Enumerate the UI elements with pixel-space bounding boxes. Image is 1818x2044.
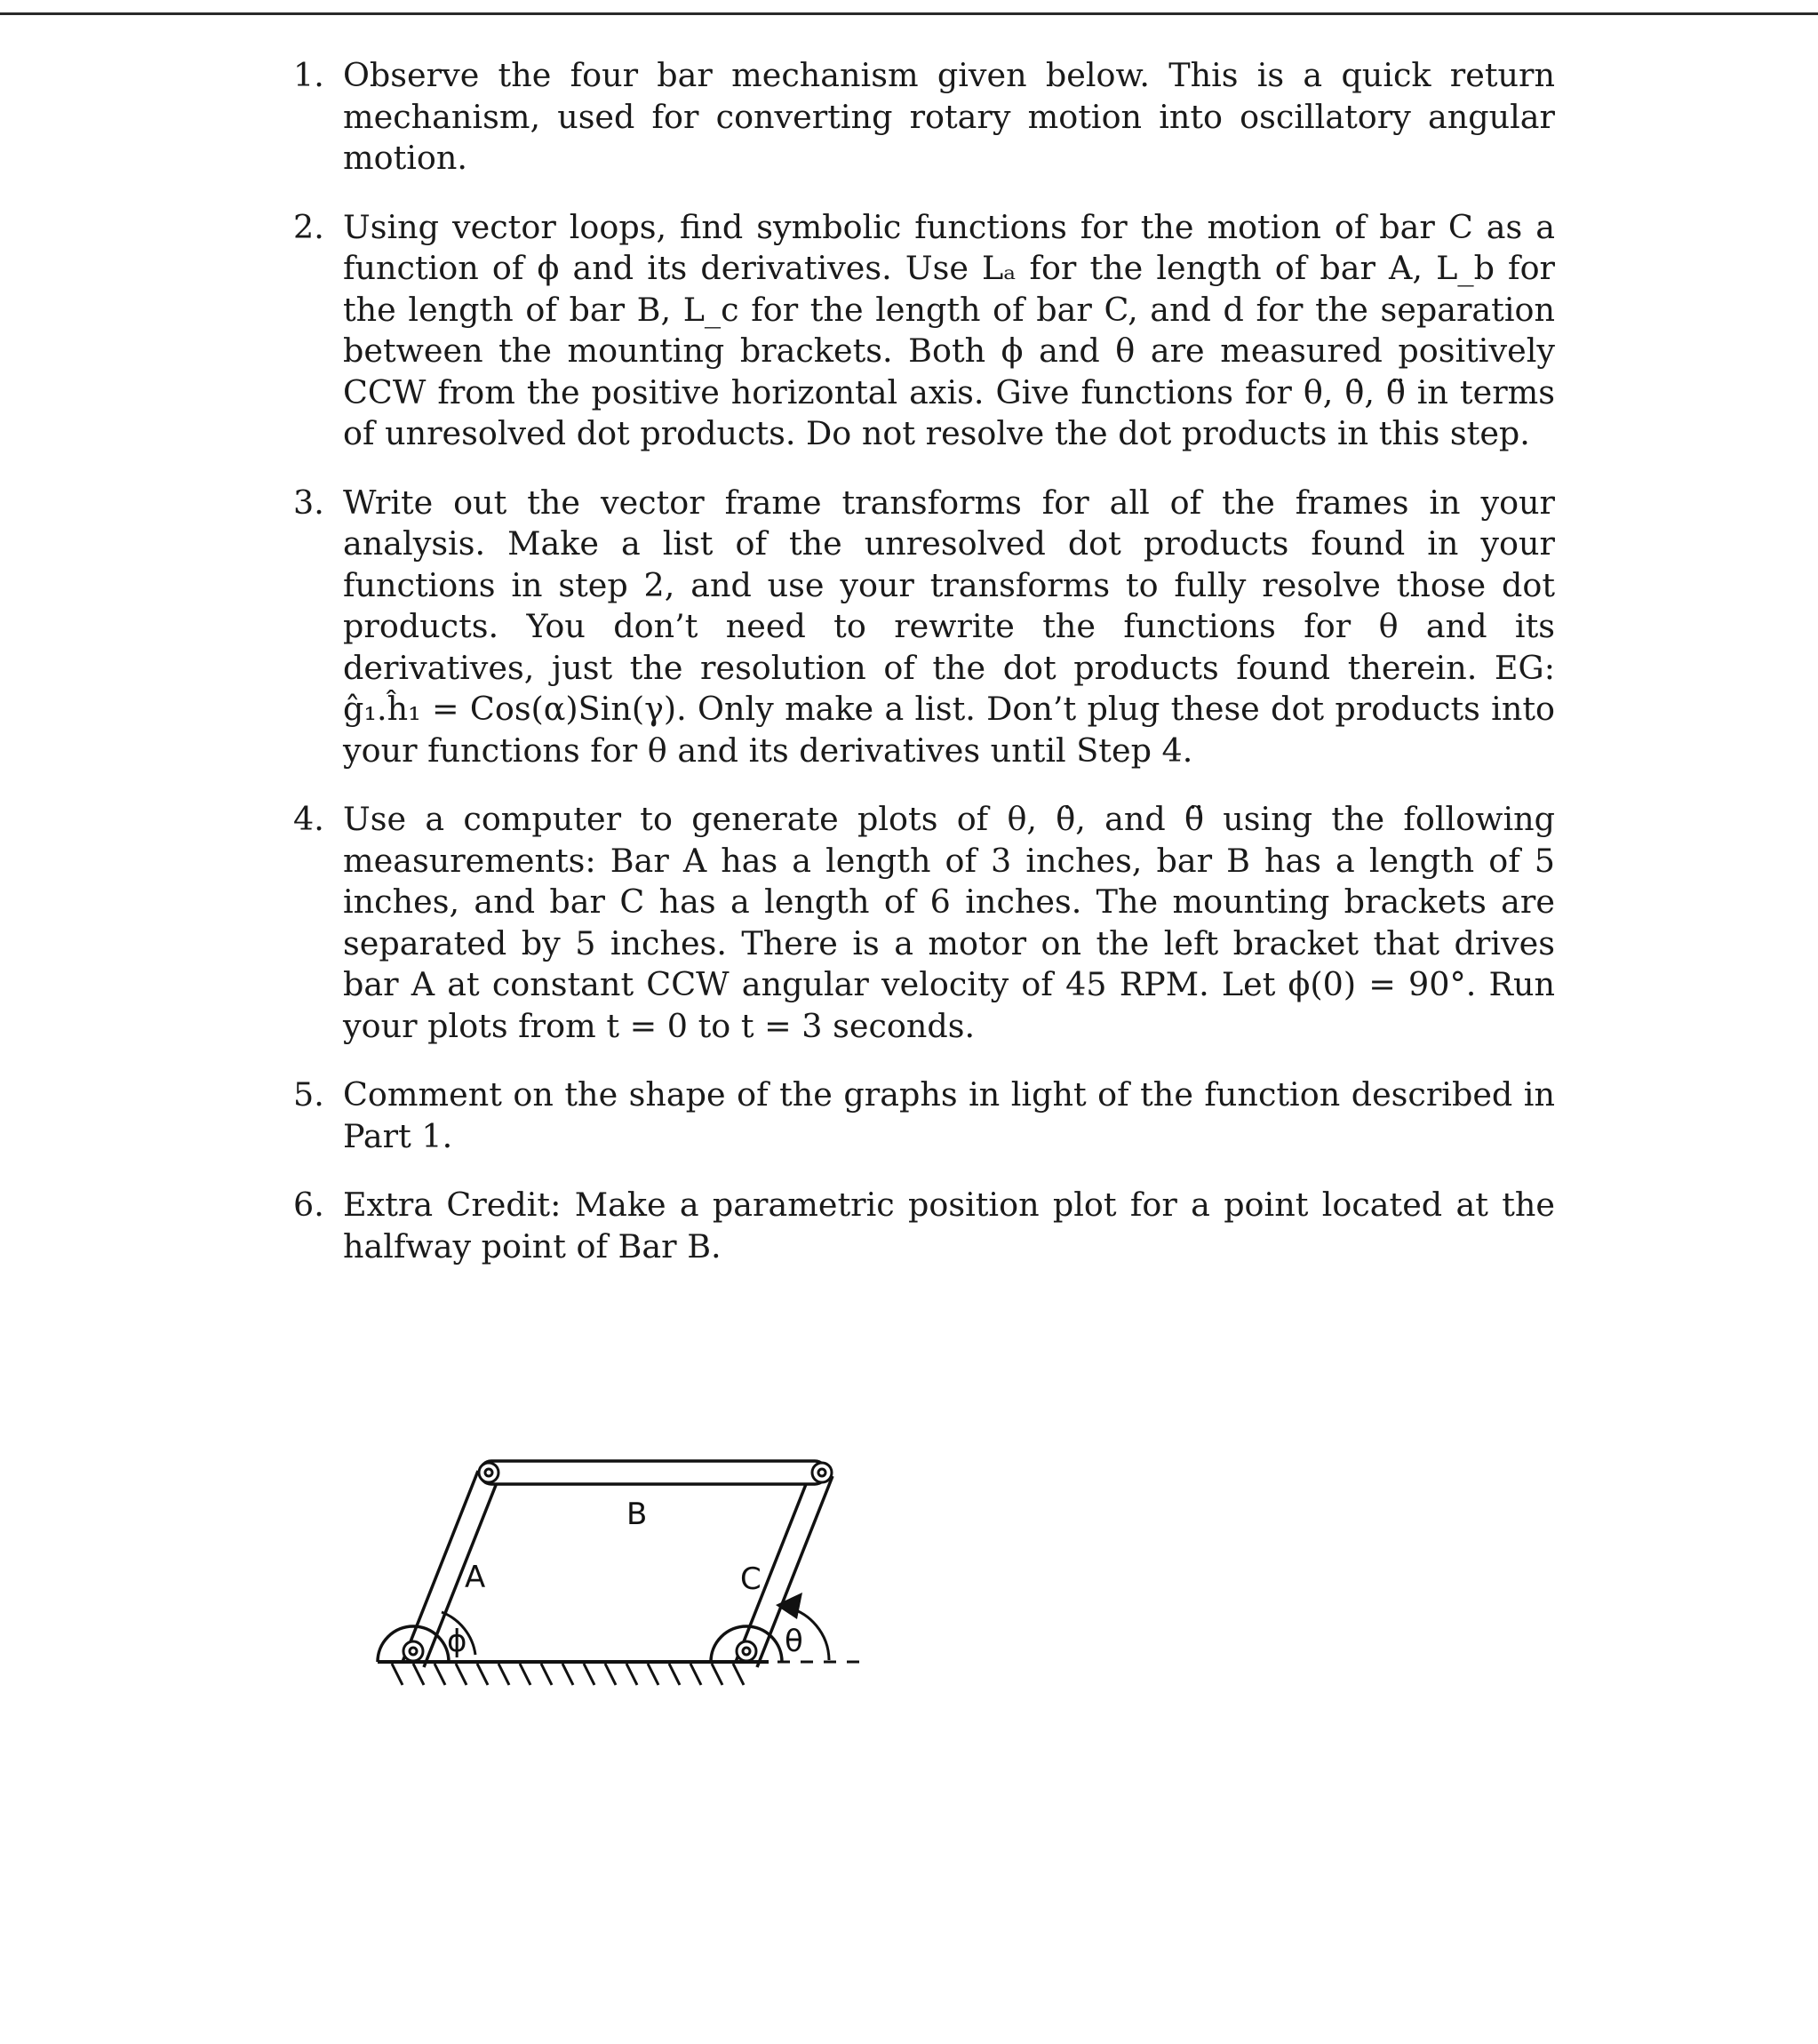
question-text: Write out the vector frame transforms for all of the frames in your analysis. Make a list of the unresolved dot products found in your functions in step 2, and use your transforms to fully resolve those dot products. You don’t need to rewrite the functions for θ and its derivatives, just the resolution of the dot products found therein. EG: ĝ₁.ĥ₁ = Cos(α)Sin(γ). Only make a list. Don’t plug these dot products into your functions for θ and its derivatives until Step 4.	[343, 483, 1555, 770]
label-bar-c: C	[740, 1561, 761, 1597]
question-item	[293, 799, 1555, 1047]
question-number: 1.	[293, 56, 324, 94]
question-item	[293, 1074, 1555, 1157]
question-number: 6.	[293, 1186, 324, 1224]
question-item	[293, 483, 1555, 772]
question-text: Extra Credit: Make a parametric position plot for a point located at the halfway point of Bar B.	[343, 1186, 1555, 1266]
label-theta: θ	[785, 1624, 803, 1659]
question-item	[293, 1185, 1555, 1267]
question-text: Use a computer to generate plots of θ, θ̇, and θ̈ using the following measurements: Bar A has a length of 3 inches, bar B has a length of 5 inches, and bar C has a length of 6 inches. The mounting brackets are separated by 5 inches. There is a motor on the left bracket that drives bar A at constant CCW angular velocity of 45 RPM. Let ϕ(0) = 90°. Run your plots from t = 0 to t = 3 seconds.	[343, 800, 1555, 1045]
question-number: 3.	[293, 483, 324, 522]
label-phi: ϕ	[447, 1624, 467, 1659]
question-item	[293, 55, 1555, 180]
label-bar-b: B	[626, 1497, 648, 1532]
question-item	[293, 207, 1555, 455]
question-text: Comment on the shape of the graphs in light of the function described in Part 1.	[343, 1075, 1555, 1155]
question-list	[293, 55, 1555, 1295]
top-rule	[0, 12, 1818, 15]
question-text: Observe the four bar mechanism given below. This is a quick return mechanism, used for converting rotary motion into oscillatory angular motion.	[343, 56, 1555, 177]
label-bar-a: A	[465, 1560, 486, 1595]
question-number: 4.	[293, 800, 324, 838]
ground-hatching	[392, 1664, 744, 1685]
question-number: 2.	[293, 207, 324, 246]
question-text: Using vector loops, find symbolic functions for the motion of bar C as a function of ϕ and its derivatives. Use Lₐ for the length of bar A, L_b for the length of bar B, L_c for the length of bar C, and d for the separation between the mounting brackets. Both ϕ and θ are measured positively CCW from the positive horizontal axis. Give functions for θ, θ̇, θ̈ in terms of unresolved dot products. Do not resolve the dot products in this step.	[343, 207, 1555, 452]
bar-b	[480, 1461, 826, 1484]
theta-arrowhead	[776, 1593, 802, 1619]
four-bar-mechanism-diagram	[373, 1795, 862, 2044]
question-number: 5.	[293, 1075, 324, 1114]
mechanism-drawing	[360, 1422, 884, 1724]
